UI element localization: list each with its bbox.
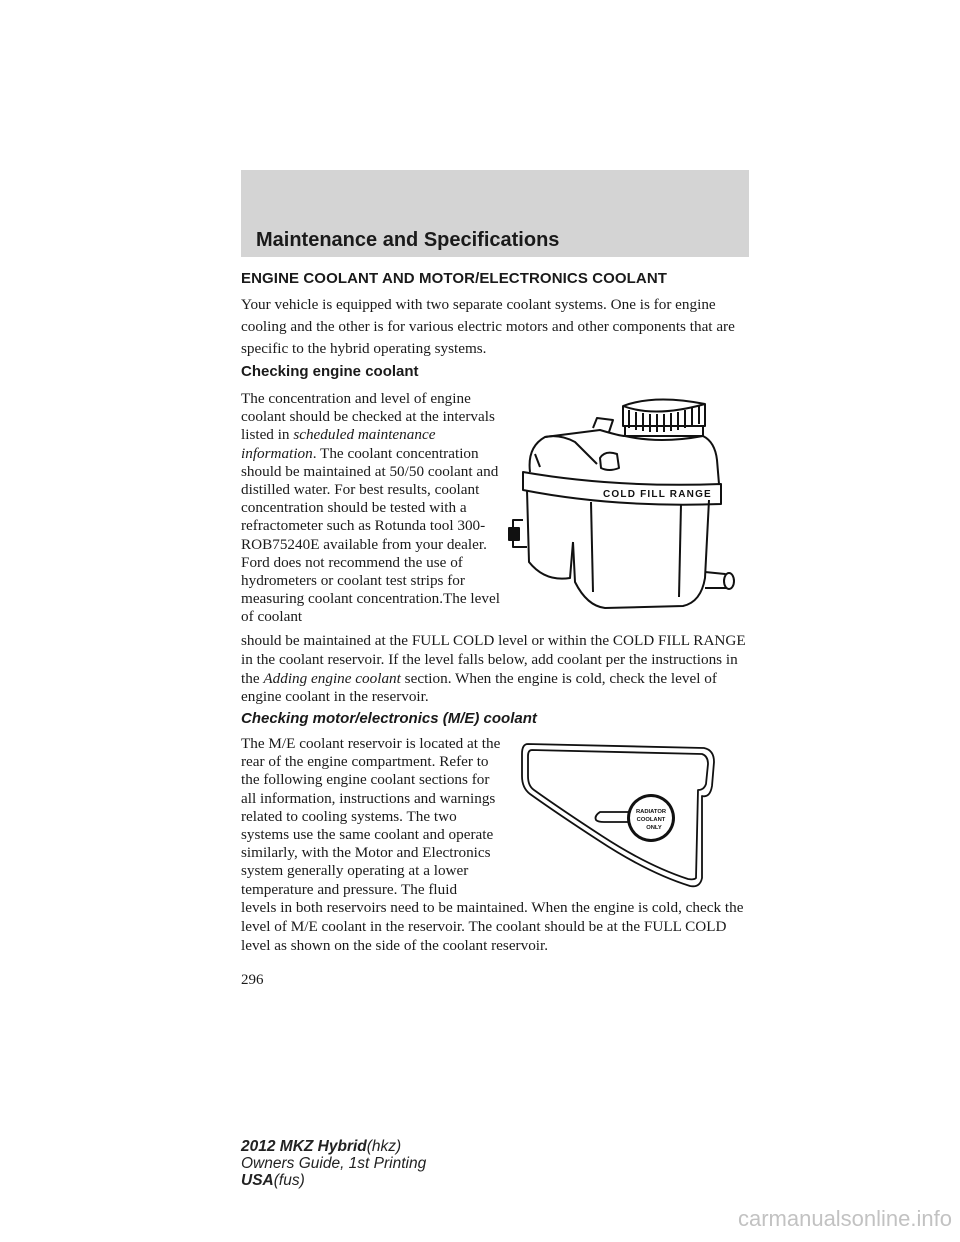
me-coolant-heading: Checking motor/electronics (M/E) coolant [241, 710, 537, 727]
engine-text-c: should be maintained at the FULL COLD level or within the COLD FILL RANGE in the coolant reservoir. If the level falls below, add coolant per the instructions in the [241, 632, 746, 687]
engine-text-d: section. When the engine is cold, check the level of engine coolant in the reservoir. [241, 669, 717, 706]
watermark: carmanualsonline.info [737, 1206, 952, 1231]
footer-market: USA [241, 1172, 274, 1189]
section-heading: ENGINE COOLANT AND MOTOR/ELECTRONICS COOLANT [241, 270, 668, 287]
engine-coolant-continued [241, 632, 756, 707]
radiator-label: RADIATOR [635, 809, 667, 815]
footer-model: 2012 MKZ Hybrid [241, 1138, 367, 1155]
me-coolant-paragraph: The M/E coolant reservoir is located at the rear of the engine compartment. Refer to the following engine coolant sections for all information, instructions and warnings related to cooling systems. The two systems use the same coolant and operate similarly, with the Motor and Electronics system generally operating at a lower temperature and pressure. The fluid [241, 735, 501, 898]
engine-coolant-reservoir-illustration [505, 392, 735, 614]
only-label: ONLY [646, 825, 662, 831]
engine-text-a: The concentration and level of engine coolant should be checked at the intervals listed in [241, 390, 495, 444]
engine-text-b: . The coolant concentration should be maintained at 50/50 coolant and distilled water. For best results, coolant concentration should be tested with a refractometer such as Rotunda tool 300-ROB75240E available from your dealer. Ford does not recommend the use of hydrometers or coolant test strips for measuring coolant concentration.The level of coolant [241, 444, 500, 626]
cold-fill-range-label: COLD FILL RANGE [603, 489, 712, 500]
footer-line-2: Owners Guide, 1st Printing [241, 1155, 427, 1172]
engine-coolant-heading: Checking engine coolant [241, 363, 419, 380]
footer-model-code: (hkz) [366, 1138, 402, 1155]
me-coolant-continued: levels in both reservoirs need to be maintained. When the engine is cold, check the level of M/E coolant in the reservoir. The coolant should be at the FULL COLD level as shown on the side of the coolant reservoir. [241, 899, 744, 954]
footer-line-1 [241, 1138, 426, 1155]
page-header-title: Maintenance and Specifications [256, 229, 560, 251]
footer-market-code: (fus) [273, 1172, 305, 1189]
coolant-label: COOLANT [636, 817, 666, 823]
intro-paragraph: Your vehicle is equipped with two separate coolant systems. One is for engine cooling and the other is for various electric motors and other components that are specific to the hybrid operating systems. [241, 296, 735, 357]
me-coolant-reservoir-illustration [518, 738, 720, 890]
adding-engine-coolant-reference: Adding engine coolant [263, 669, 401, 687]
footer [241, 1138, 426, 1189]
scheduled-maintenance-reference: scheduled maintenance information [241, 426, 436, 462]
engine-coolant-paragraph [241, 390, 506, 627]
footer-line-3 [241, 1172, 426, 1189]
page-number: 296 [241, 972, 264, 988]
